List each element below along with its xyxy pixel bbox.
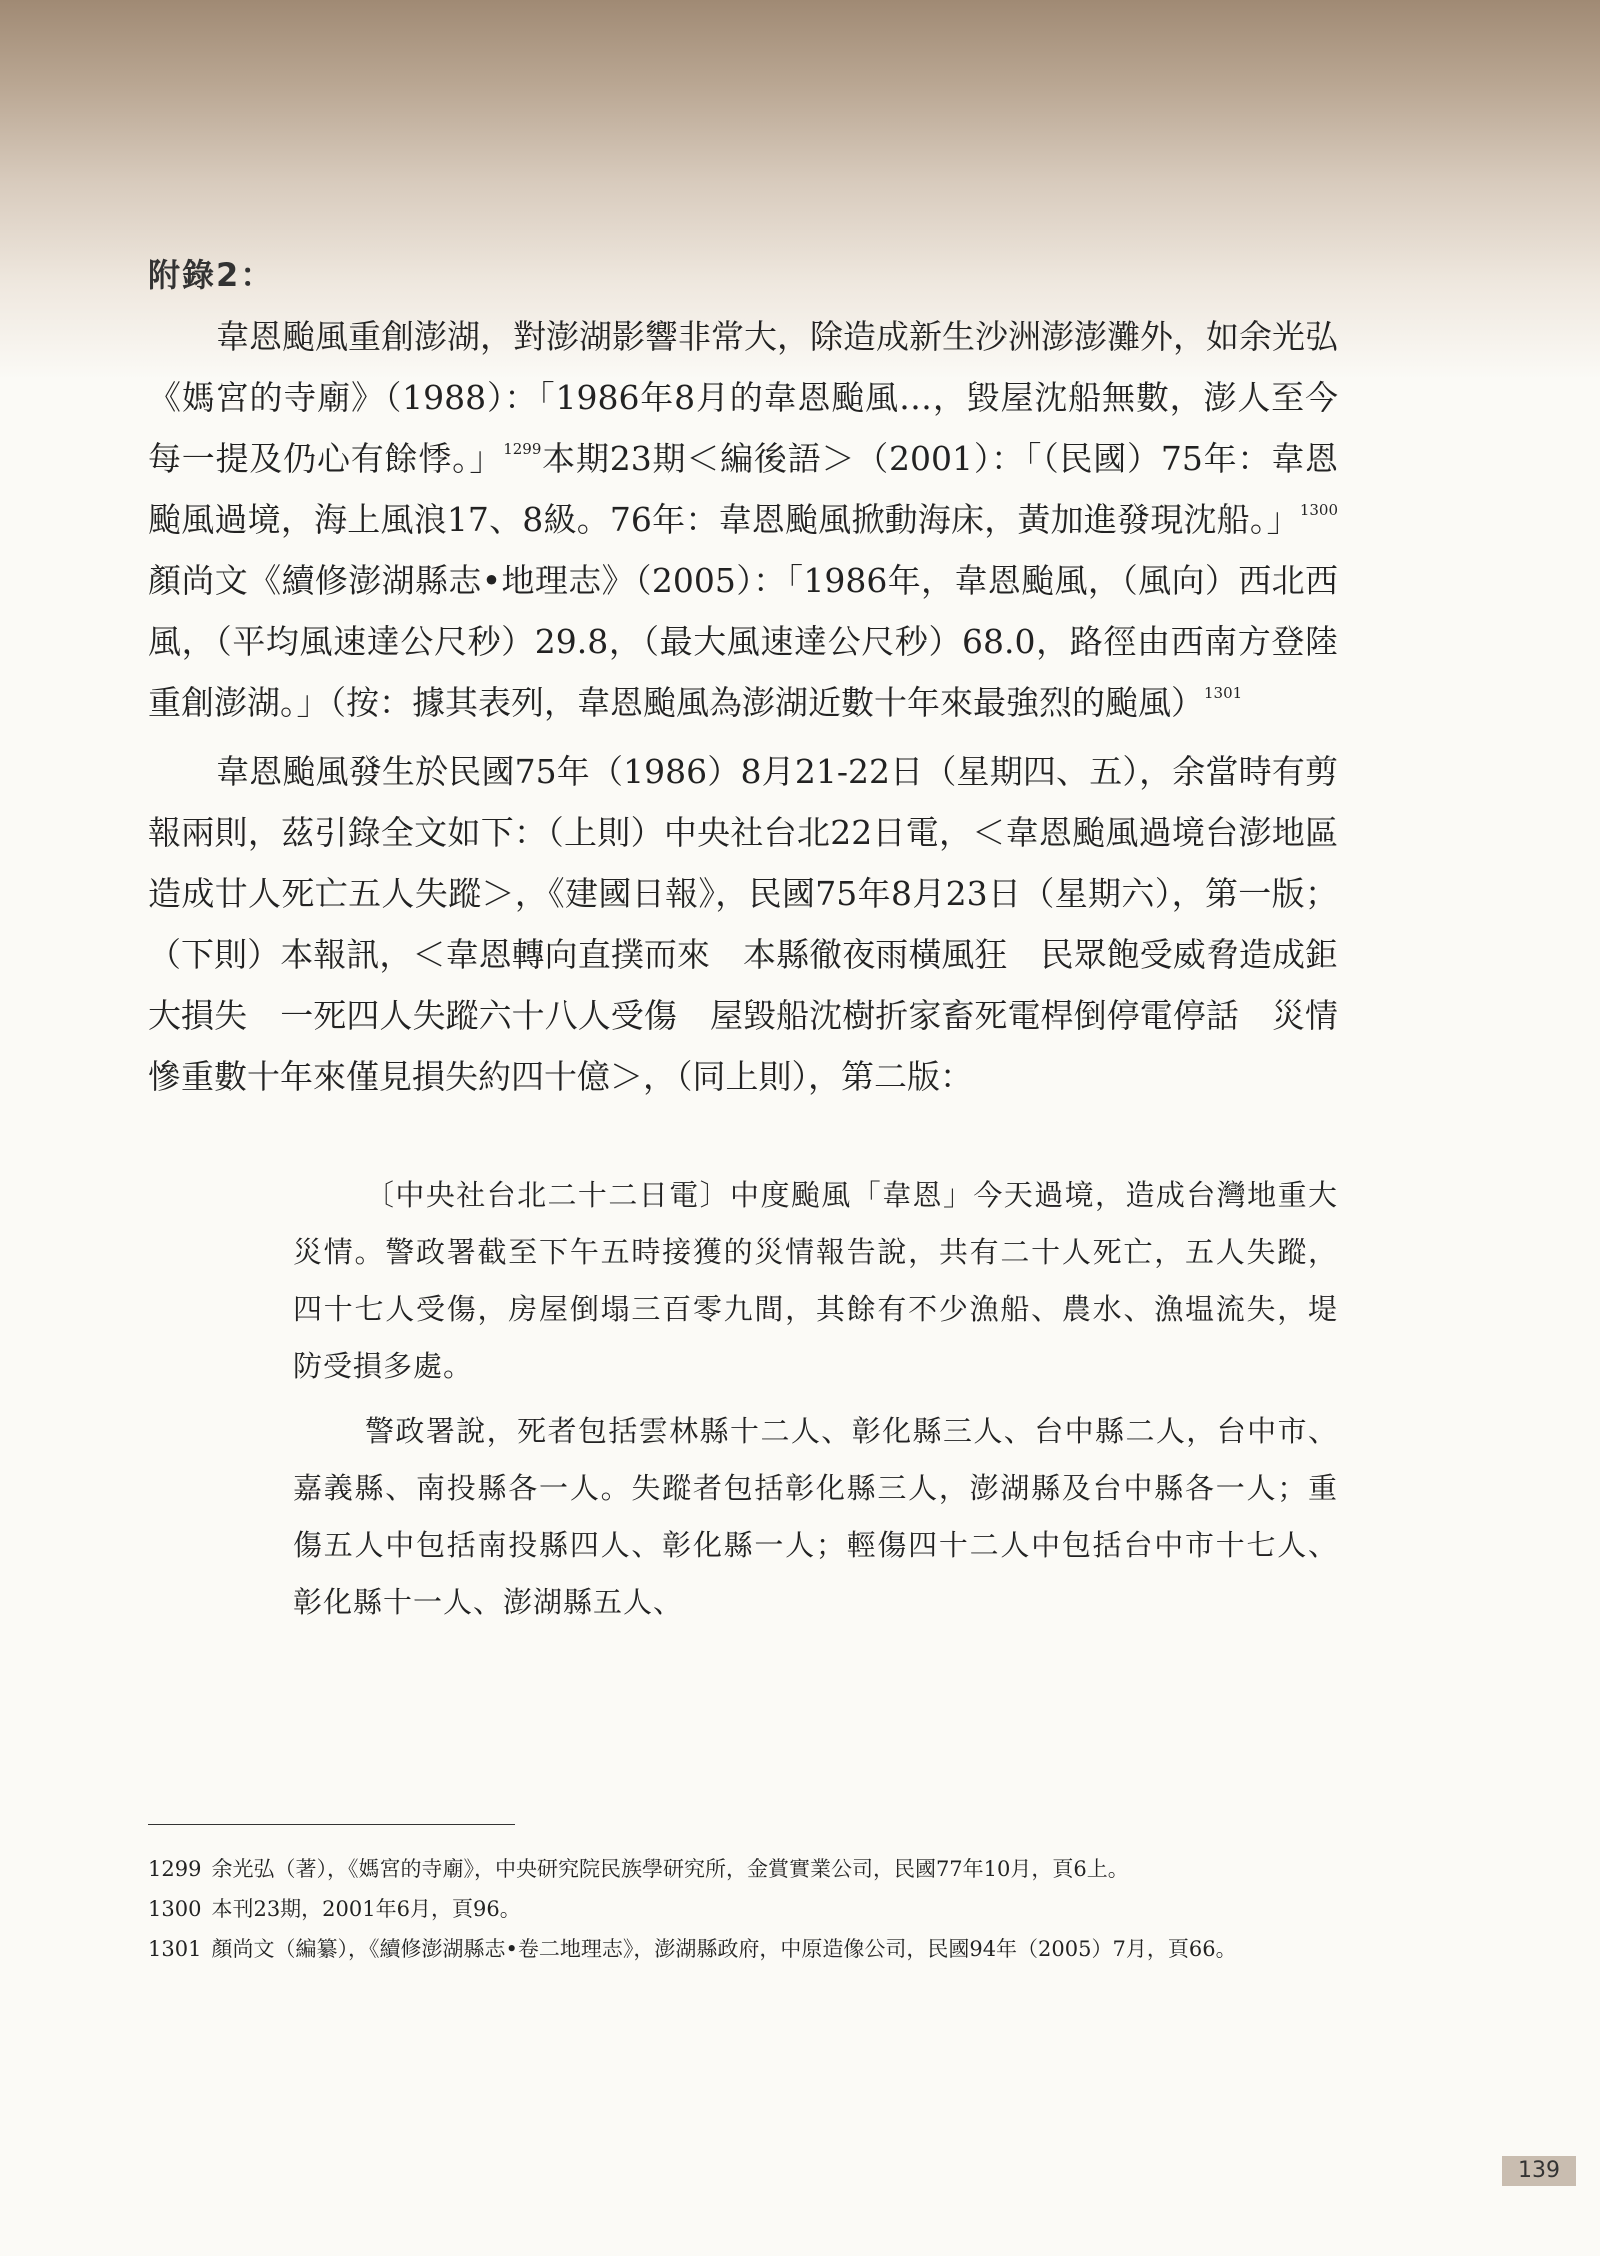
footnote-item bbox=[148, 1892, 1348, 1926]
footnote-item bbox=[148, 1852, 1348, 1886]
page-number: 139 bbox=[1502, 2156, 1576, 2186]
footnote-number: 1299 bbox=[148, 1857, 202, 1881]
paragraph-1-part-b: 本期23期＜編後語＞（2001）：「（民國）75年：韋恩颱風過境，海上風浪17、8級。76年：韋恩颱風掀動海床，黃加進發現沈船。」 bbox=[148, 439, 1338, 539]
appendix-heading: 附錄2： bbox=[148, 256, 275, 294]
footnote-text: 本刊23期，2001年6月，頁96。 bbox=[211, 1897, 521, 1921]
main-content bbox=[148, 250, 1371, 1639]
newspaper-quote bbox=[293, 1167, 1338, 1631]
quote-paragraph-1: 〔中央社台北二十二日電〕中度颱風「韋恩」今天過境，造成台灣地重大災情。警政署截至下午五時接獲的災情報告說，共有二十人死亡，五人失蹤，四十七人受傷，房屋倒塌三百零九間，其餘有不少漁船、農水、漁塭流失，堤防受損多處。 bbox=[293, 1178, 1338, 1383]
footnote-ref-1301[interactable]: 1301 bbox=[1204, 684, 1243, 702]
footnote-number: 1300 bbox=[148, 1897, 202, 1921]
paragraph-1-part-a: 韋恩颱風重創澎湖，對澎湖影響非常大，除造成新生沙洲澎澎灘外，如余光弘《媽宮的寺廟》（1988）：「1986年8月的韋恩颱風…，毀屋沈船無數，澎人至今每一提及仍心有餘悸。」 bbox=[148, 317, 1338, 478]
footnote-number: 1301 bbox=[148, 1937, 202, 1961]
quote-paragraph-2: 警政署說，死者包括雲林縣十二人、彰化縣三人、台中縣二人，台中市、嘉義縣、南投縣各一人。失蹤者包括彰化縣三人，澎湖縣及台中縣各一人；重傷五人中包括南投縣四人、彰化縣一人；輕傷四十二人中包括台中市十七人、彰化縣十一人、澎湖縣五人、 bbox=[293, 1414, 1338, 1619]
footnote-item bbox=[148, 1932, 1348, 1966]
paragraph-2: 韋恩颱風發生於民國75年（1986）8月21-22日（星期四、五），余當時有剪報兩則，茲引錄全文如下：（上則）中央社台北22日電，＜韋恩颱風過境台澎地區 造成廿人死亡五人失蹤＞，《建國日報》，民國75年8月23日（星期六），第一版；（下則）本報訊，＜韋恩轉向直撲而來 本縣徹夜雨橫風狂 民眾飽受威脅造成鉅大損失 一死四人失蹤六十八人受傷 屋毀船沈樹折家畜死電桿倒停電停話 災情慘重數十年來僅見損失約四十億＞，（同上則），第二版： bbox=[148, 752, 1371, 1096]
footnote-divider bbox=[148, 1824, 515, 1825]
footnotes bbox=[148, 1852, 1348, 1972]
footnote-ref-1300[interactable]: 1300 bbox=[1299, 501, 1338, 519]
footnote-text: 顏尚文（編纂），《續修澎湖縣志•卷二地理志》，澎湖縣政府，中原造像公司，民國94年（2005）7月，頁66。 bbox=[211, 1937, 1237, 1961]
paragraph-1-part-c: 顏尚文《續修澎湖縣志•地理志》（2005）：「1986年，韋恩颱風，（風向）西北西風，（平均風速達公尺秒）29.8，（最大風速達公尺秒）68.0，路徑由西南方登陸重創澎湖。」（按：據其表列，韋恩颱風為澎湖近數十年來最強烈的颱風） bbox=[148, 561, 1338, 722]
footnote-text: 余光弘（著），《媽宮的寺廟》，中央研究院民族學研究所，金賞實業公司，民國77年10月，頁6上。 bbox=[211, 1857, 1129, 1881]
footnote-ref-1299[interactable]: 1299 bbox=[503, 440, 542, 458]
paragraph-1 bbox=[148, 306, 1338, 733]
